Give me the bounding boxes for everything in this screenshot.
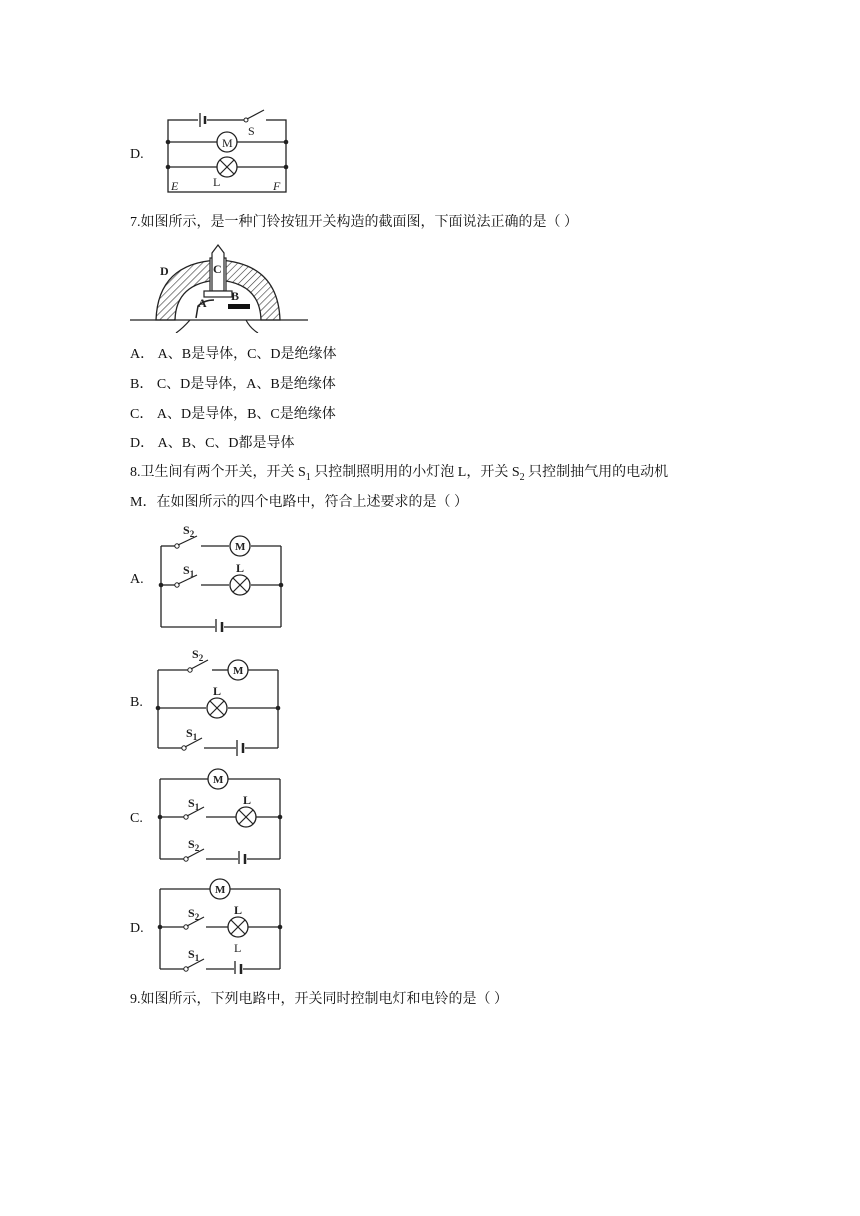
svg-text:S1: [188, 796, 200, 812]
q8a-s2-label: S: [183, 523, 190, 537]
q8d-lamp-label-top: L: [234, 903, 243, 917]
q8b-motor-label: M: [233, 665, 244, 677]
q6-option-d-circuit: [160, 105, 295, 197]
q7-option-a-label: A．: [130, 347, 155, 362]
q7-option-a[interactable]: [130, 346, 337, 364]
q8-option-b-label[interactable]: B.: [130, 695, 143, 710]
q7-option-d[interactable]: [130, 435, 295, 453]
q8d-s1-sub: 1: [194, 953, 200, 963]
q8c-lamp-label: L: [243, 793, 252, 807]
q7-option-b-text: C、D是导体，A、B是绝缘体: [156, 377, 336, 392]
q8-option-a-label[interactable]: A.: [130, 572, 144, 587]
q8c-s1-label: S: [188, 796, 195, 810]
q7-label-d: D: [160, 264, 169, 278]
svg-text:S2: [183, 523, 195, 539]
q8-option-c-circuit: [154, 766, 289, 864]
q8a-motor-label: M: [235, 541, 246, 553]
q8d-s1-label: S: [188, 947, 195, 961]
svg-text:S1: [186, 726, 198, 742]
q7-option-c-label: C．: [130, 407, 154, 422]
q8-option-a-circuit: [155, 522, 290, 632]
q6-switch-label: S: [248, 124, 255, 138]
q8d-s2-label: S: [188, 906, 195, 920]
q8-stem-part2: 只控制照明用的小灯泡 L，开关 S: [310, 465, 520, 480]
q8-stem-line1: [130, 464, 668, 487]
q7-option-c[interactable]: [130, 406, 336, 424]
svg-text:S1: [183, 563, 195, 579]
svg-text:S2: [192, 647, 204, 663]
q8c-motor-label: M: [213, 774, 224, 786]
q7-option-c-text: A、D是导体，B、C是绝缘体: [156, 407, 336, 422]
q7-option-d-label: D．: [130, 436, 155, 451]
q8-stem-part1: 8.卫生间有两个开关，开关 S: [130, 465, 306, 480]
q8a-s1-sub: 1: [189, 569, 195, 579]
q6-option-d-label: D.: [130, 147, 144, 162]
q8-option-d-label[interactable]: D.: [130, 921, 144, 936]
q8d-s2-sub: 2: [194, 912, 200, 922]
q8b-lamp-label: L: [213, 684, 222, 698]
q8d-motor-label: M: [215, 884, 226, 896]
q7-stem: 7.如图所示，是一种门铃按钮开关构造的截面图，下面说法正确的是（ ）: [130, 215, 578, 230]
q8-stem-line2: M．在如图所示的四个电路中，符合上述要求的是（ ）: [130, 495, 468, 510]
svg-text:S2: [188, 906, 200, 922]
q8b-s1-sub: 1: [192, 732, 198, 742]
q6-point-e-label: E: [171, 179, 179, 193]
q8a-lamp-label: L: [236, 561, 245, 575]
q8-stem-sub2: 2: [519, 471, 525, 483]
q8c-s2-sub: 2: [194, 843, 200, 853]
q7-option-a-text: A、B是导体，C、D是绝缘体: [157, 347, 337, 362]
q8-stem-part3: 只控制抽气用的电动机: [524, 465, 669, 480]
q8-stem-sub1: 1: [305, 471, 311, 483]
svg-text:S1: [188, 947, 200, 963]
q7-option-b-label: B．: [130, 377, 154, 392]
q8a-s1-label: S: [183, 563, 190, 577]
q9-stem: 9.如图所示，下列电路中，开关同时控制电灯和电铃的是（ ）: [130, 992, 508, 1007]
q8-option-b-circuit: [152, 645, 287, 757]
q8b-s2-sub: 2: [198, 653, 204, 663]
q7-doorbell-figure: [128, 238, 313, 333]
q8c-s2-label: S: [188, 837, 195, 851]
q6-lamp-label: L: [213, 175, 221, 189]
q6-point-f-label: F: [273, 179, 281, 193]
q7-label-c: C: [213, 262, 222, 276]
q8b-s2-label: S: [192, 647, 199, 661]
q8-option-c-label[interactable]: C.: [130, 811, 143, 826]
q8c-s1-sub: 1: [194, 802, 200, 812]
q8a-s2-sub: 2: [189, 529, 195, 539]
q7-label-b: B: [231, 289, 240, 303]
q8d-lamp-label-bottom: L: [234, 941, 242, 955]
q7-option-b[interactable]: [130, 376, 336, 394]
svg-text:S2: [188, 837, 200, 853]
q8-option-d-circuit: [154, 876, 289, 974]
q8b-s1-label: S: [186, 726, 193, 740]
q7-option-d-text: A、B、C、D都是导体: [157, 436, 295, 451]
q7-label-a: A: [198, 296, 207, 310]
q6-motor-label: M: [222, 136, 233, 150]
